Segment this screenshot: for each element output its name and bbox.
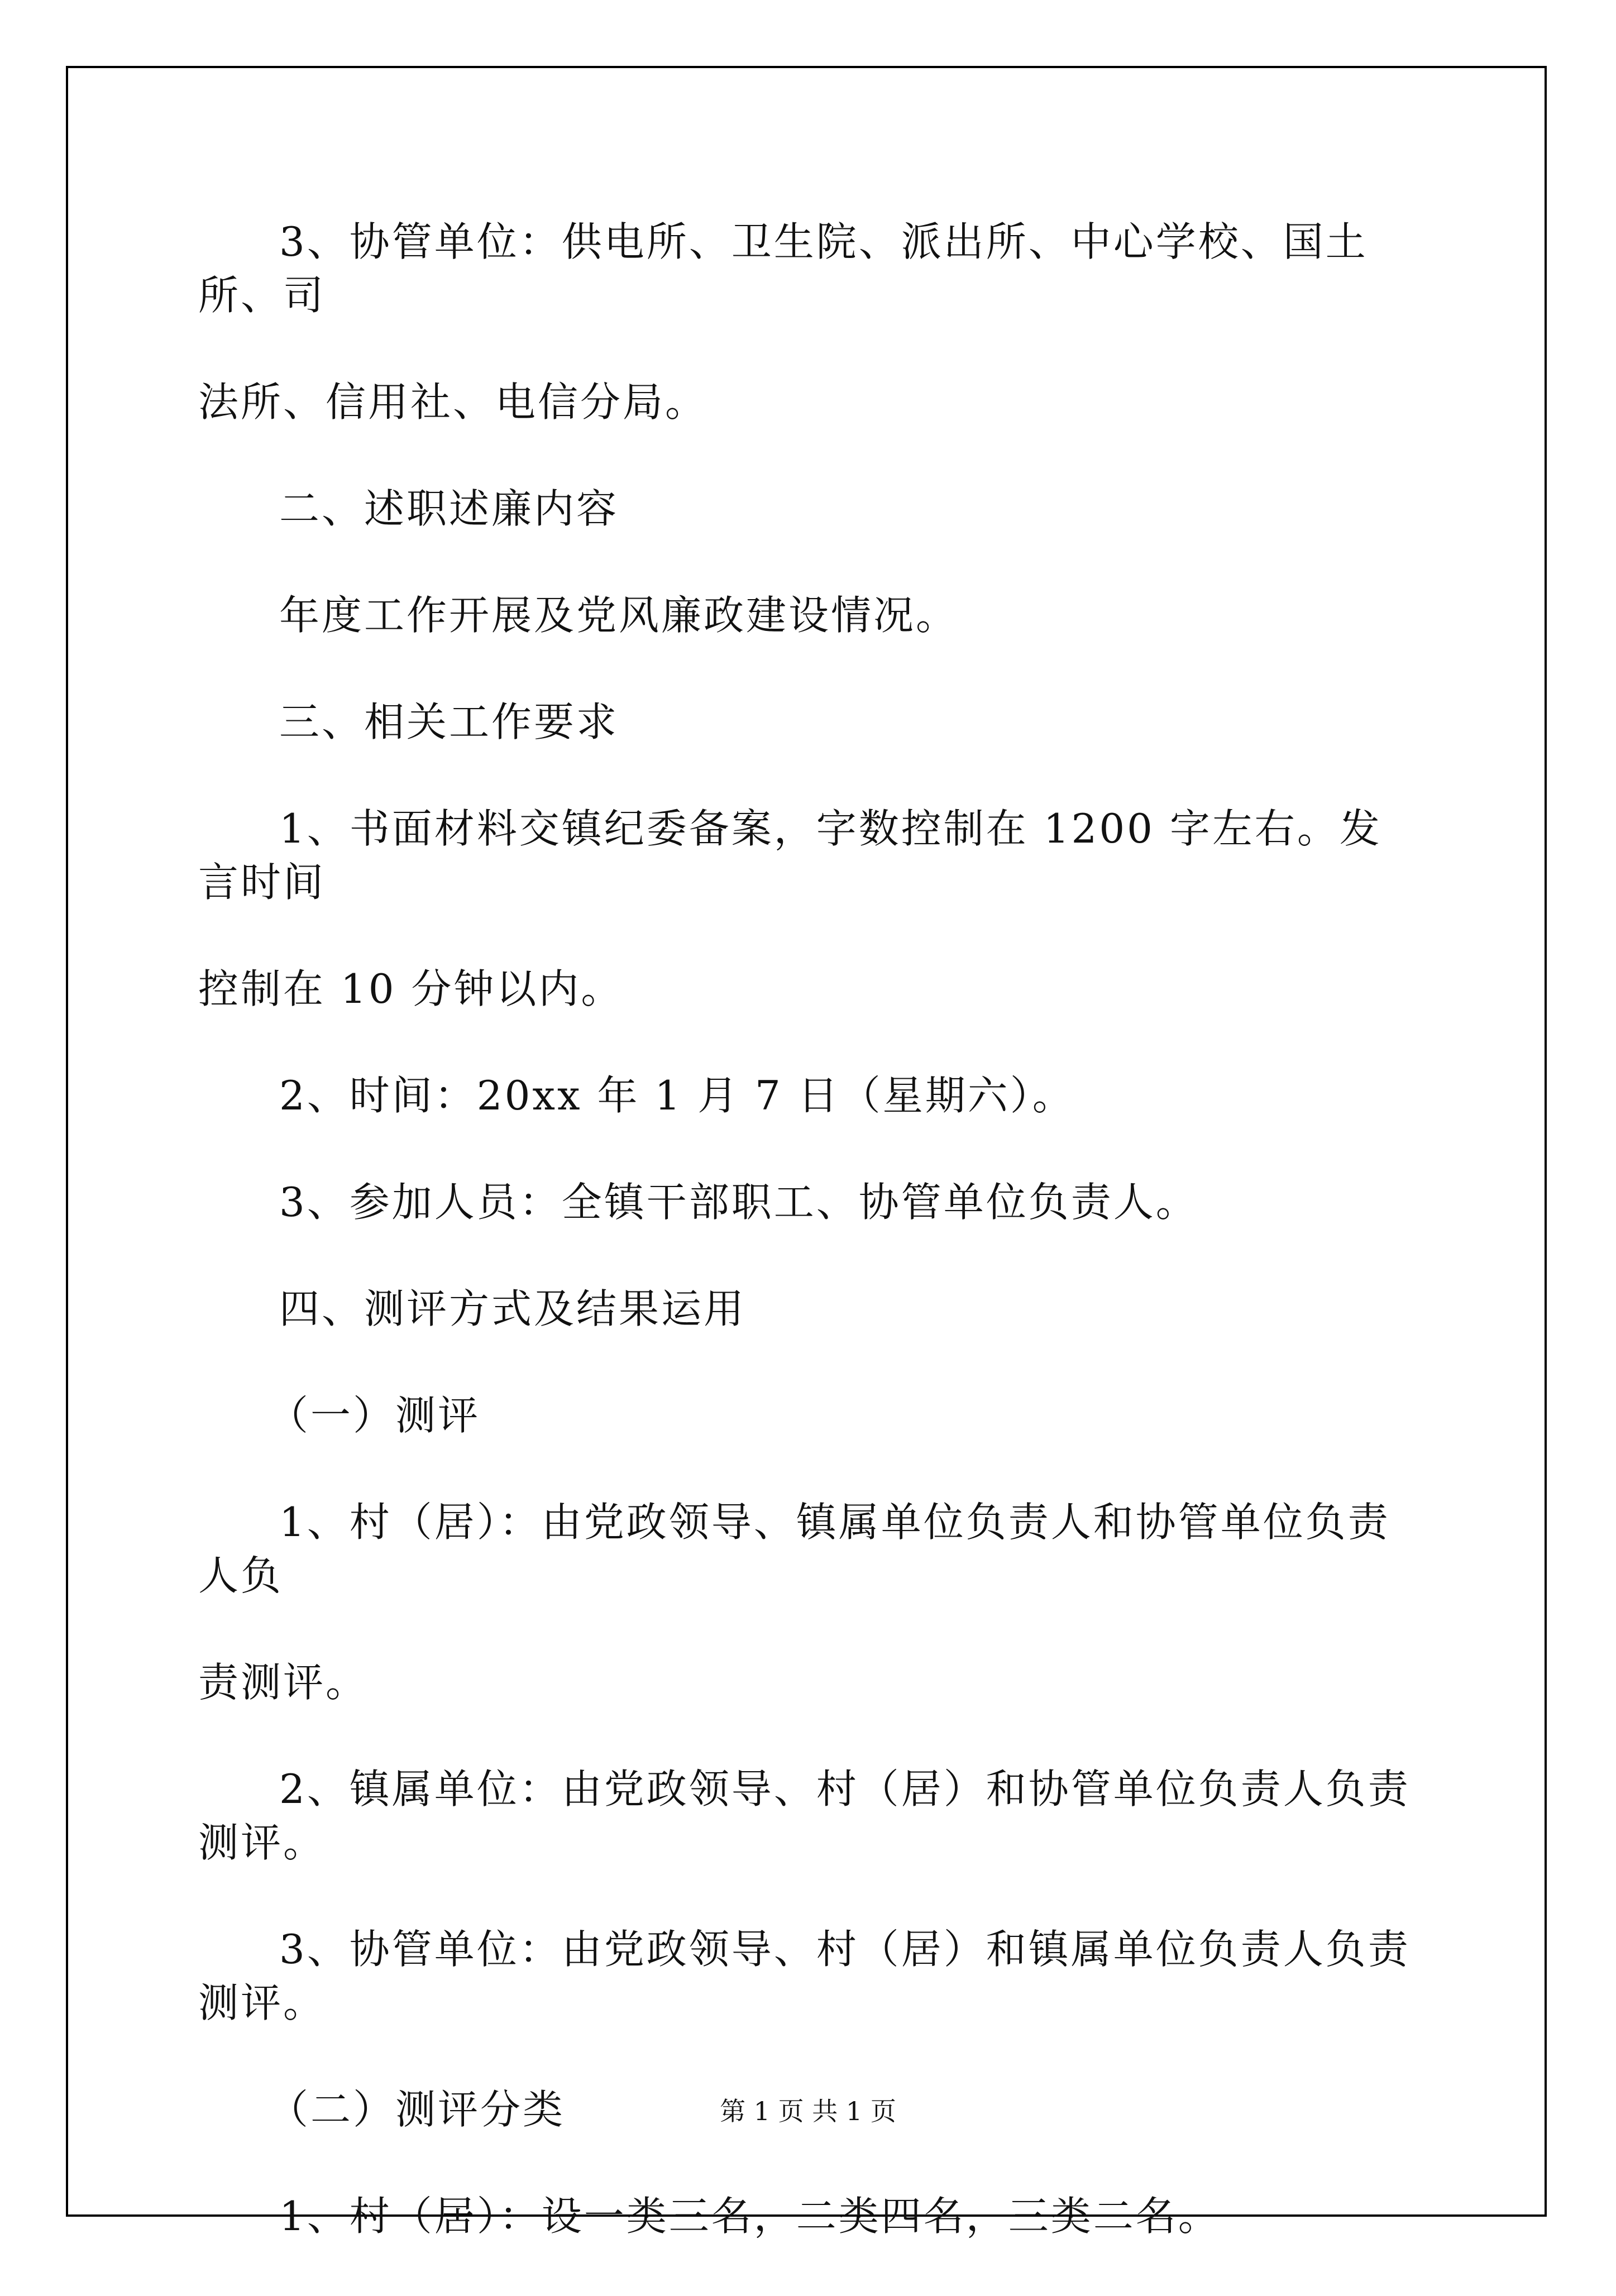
subsection-heading: （二）测评分类 (268, 2086, 566, 2133)
section-heading: 四、测评方式及结果运用 (279, 1285, 747, 1332)
section-heading: 二、述职述廉内容 (279, 485, 619, 532)
paragraph (198, 215, 1421, 429)
paragraph-line-continued: 法所、信用社、电信分局。 (198, 379, 708, 425)
paragraph-line: 1、书面材料交镇纪委备案，字数控制在 1200 字左右。发言时间 (198, 805, 1382, 906)
paragraph: 2、时间：20xx 年 1 月 7 日（星期六）。 (279, 1072, 1075, 1119)
paragraph (198, 1495, 1421, 1709)
document-body (198, 215, 1421, 2296)
paragraph: 3、协管单位：由党政领导、村（居）和镇属单位负责人负责测评。 (198, 1926, 1411, 2026)
paragraph-line: 1、村（居）：由党政领导、镇属单位负责人和协管单位负责人负 (198, 1499, 1390, 1599)
paragraph: 2、镇属单位：由党政领导、村（居）和协管单位负责人负责测评。 (198, 1766, 1411, 1866)
paragraph-line: 3、协管单位：供电所、卫生院、派出所、中心学校、国土所、司 (198, 218, 1368, 319)
paragraph: 年度工作开展及党风廉政建设情况。 (279, 592, 959, 639)
page-footer: 第 1 页 共 1 页 (720, 2096, 896, 2126)
paragraph (198, 802, 1421, 1016)
paragraph: 1、村（居）：设一类三名，二类四名，三类二名。 (279, 2193, 1221, 2240)
paragraph-line-continued: 责测评。 (198, 1659, 369, 1706)
paragraph-line-continued: 控制在 10 分钟以内。 (198, 965, 624, 1012)
subsection-heading: （一）测评 (268, 1392, 481, 1439)
section-heading: 三、相关工作要求 (279, 699, 619, 745)
paragraph: 3、参加人员：全镇干部职工、协管单位负责人。 (279, 1179, 1198, 1226)
